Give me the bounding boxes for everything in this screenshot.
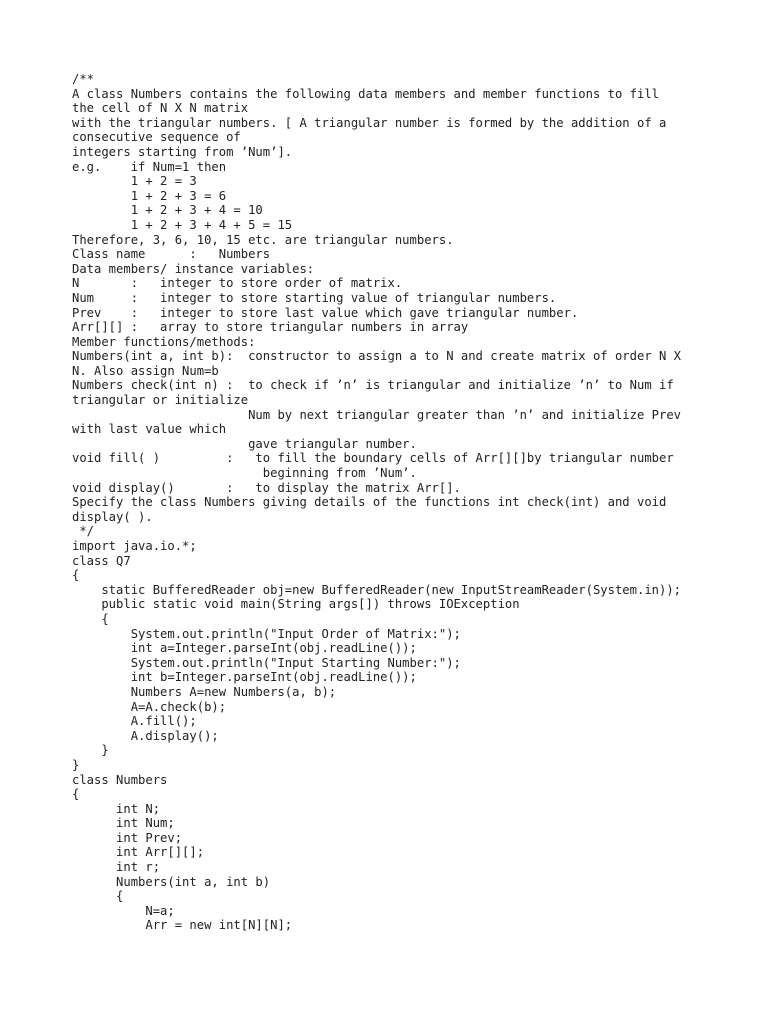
code-line: 1 + 2 + 3 = 6	[72, 188, 227, 203]
code-line: the cell of N X N matrix	[72, 101, 249, 116]
code-line: Numbers(int a, int b)	[72, 874, 271, 889]
code-line: Prev : integer to store last value which gave triangular number.	[72, 305, 579, 320]
code-line: int N;	[72, 801, 161, 816]
code-line: with the triangular numbers. [ A triangular number is formed by the addition of a	[72, 115, 667, 130]
code-line: int b=Integer.parseInt(obj.readLine());	[72, 670, 417, 685]
code-line: N : integer to store order of matrix.	[72, 276, 403, 291]
code-line: Num : integer to store starting value of triangular numbers.	[72, 290, 557, 305]
code-line: N. Also assign Num=b	[72, 363, 219, 378]
code-line: static BufferedReader obj=new BufferedReader(new InputStreamReader(System.in));	[72, 582, 682, 597]
code-line: int r;	[72, 860, 161, 875]
code-line: void display() : to display the matrix Arr[].	[72, 480, 461, 495]
code-line: System.out.println("Input Starting Number:");	[72, 655, 461, 670]
code-line: class Q7	[72, 553, 131, 568]
code-line: A.fill();	[72, 714, 197, 729]
code-line: Member functions/methods:	[72, 334, 256, 349]
code-line: {	[72, 787, 80, 802]
code-line: int Num;	[72, 816, 175, 831]
code-line: int Arr[][];	[72, 845, 205, 860]
code-line: {	[72, 889, 124, 904]
code-line: void fill( ) : to fill the boundary cells of Arr[][]by triangular number	[72, 451, 674, 466]
code-line: N=a;	[72, 903, 175, 918]
code-line: 1 + 2 + 3 + 4 + 5 = 15	[72, 217, 293, 232]
code-line: Data members/ instance variables:	[72, 261, 315, 276]
code-line: public static void main(String args[]) throws IOException	[72, 597, 520, 612]
code-line: Specify the class Numbers giving details of the functions int check(int) and void	[72, 495, 667, 510]
code-line: int a=Integer.parseInt(obj.readLine());	[72, 641, 417, 656]
code-line: beginning from ’Num’.	[72, 466, 417, 481]
code-line: A.display();	[72, 728, 219, 743]
code-line: Therefore, 3, 6, 10, 15 etc. are triangular numbers.	[72, 232, 454, 247]
code-line: gave triangular number.	[72, 436, 417, 451]
code-line: Class name : Numbers	[72, 247, 271, 262]
code-line: Numbers A=new Numbers(a, b);	[72, 684, 337, 699]
code-line: Num by next triangular greater than ’n’ and initialize Prev	[72, 407, 682, 422]
code-line: class Numbers	[72, 772, 168, 787]
code-line: 1 + 2 = 3	[72, 174, 197, 189]
code-line: 1 + 2 + 3 + 4 = 10	[72, 203, 263, 218]
code-line: Numbers(int a, int b): constructor to assign a to N and create matrix of order N X	[72, 349, 682, 364]
code-line: /**	[72, 72, 95, 86]
code-line: {	[72, 611, 109, 626]
code-line: Arr = new int[N][N];	[72, 918, 293, 933]
code-line: }	[72, 743, 109, 758]
code-line: }	[72, 757, 80, 772]
code-line: integers starting from ’Num’].	[72, 144, 293, 159]
code-line: {	[72, 568, 80, 583]
code-line: Arr[][] : array to store triangular numbers in array	[72, 320, 469, 335]
code-line: A class Numbers contains the following data members and member functions to fill	[72, 86, 659, 101]
code-line: e.g. if Num=1 then	[72, 159, 227, 174]
code-line: */	[72, 524, 95, 539]
code-line: A=A.check(b);	[72, 699, 227, 714]
code-line: int Prev;	[72, 830, 183, 845]
code-line: triangular or initialize	[72, 393, 249, 408]
code-line: import java.io.*;	[72, 539, 197, 553]
code-line: consecutive sequence of	[72, 130, 241, 145]
code-line: System.out.println("Input Order of Matrix:");	[72, 626, 461, 641]
code-line: Numbers check(int n) : to check if ’n’ is triangular and initialize ’n’ to Num if	[72, 378, 674, 393]
code-line: display( ).	[72, 509, 153, 524]
code-listing	[72, 72, 732, 933]
code-line: with last value which	[72, 422, 227, 437]
